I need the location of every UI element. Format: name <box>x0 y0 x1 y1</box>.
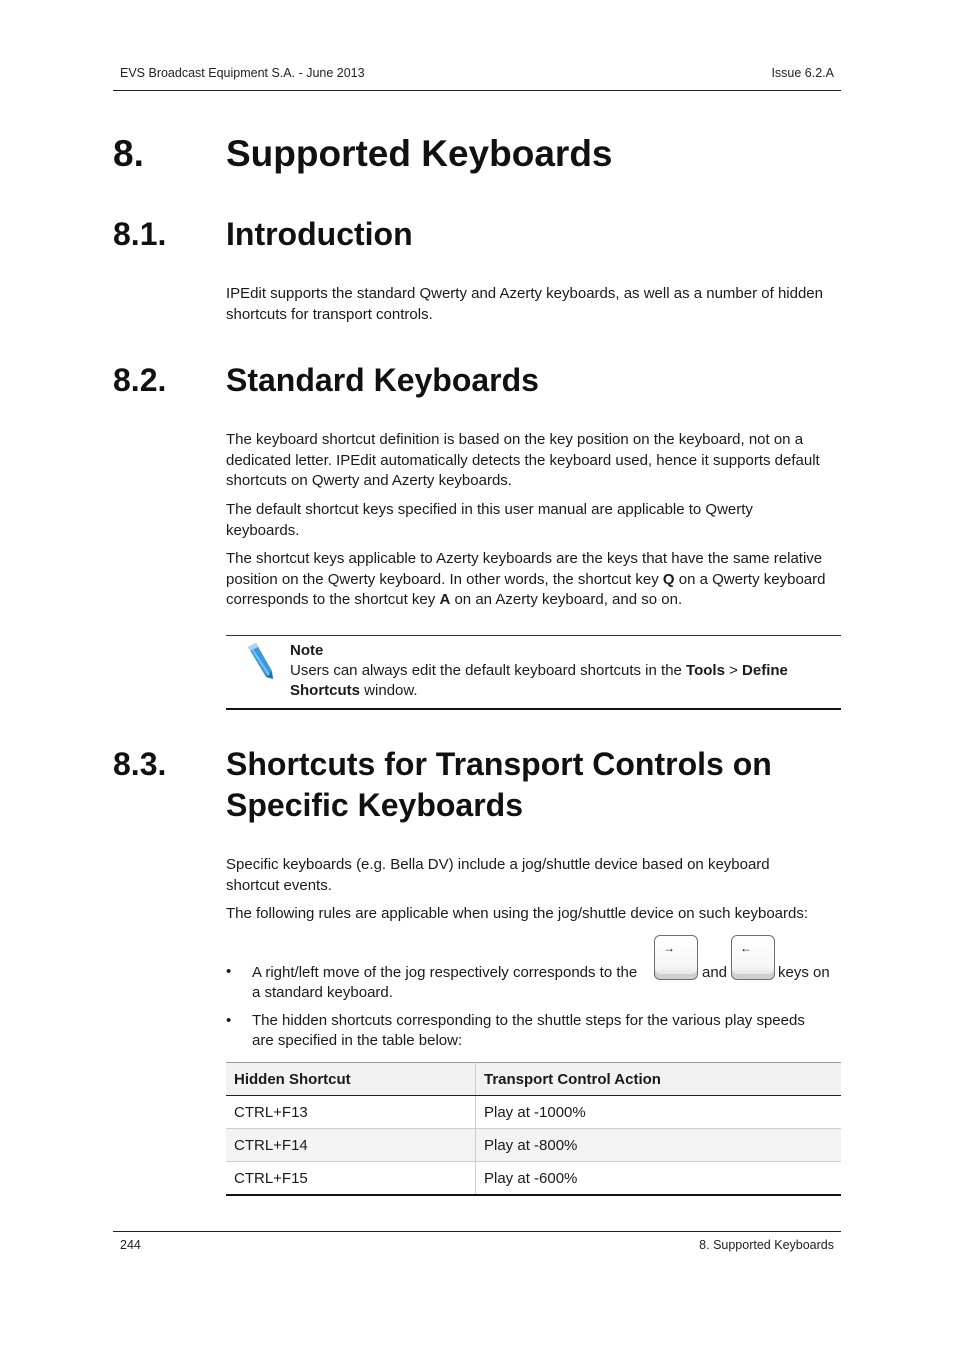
p3-text-a: The shortcut keys applicable to Azerty keyboards are the keys that have the same relative position on the Qwerty keyboard. In other words, the shortcut key <box>226 550 823 588</box>
section-title-standard-keyboards: Standard Keyboards <box>226 362 539 398</box>
shortcut-table <box>226 1062 841 1196</box>
section-title-line-2: Specific Keyboards <box>226 787 523 823</box>
section-number-8-3: 8.3. <box>113 746 167 782</box>
header-right: Issue 6.2.A <box>771 66 834 80</box>
section-number-8-1: 8.1. <box>113 216 167 252</box>
table-cell-shortcut: CTRL+F14 <box>226 1129 476 1162</box>
table-cell-shortcut: CTRL+F13 <box>226 1096 476 1129</box>
p3-text-b: on a Qwerty keyboard corresponds to the shortcut key <box>226 570 826 609</box>
footer-rule <box>113 1231 841 1232</box>
footer-chapter: 8. Supported Keyboards <box>699 1238 834 1252</box>
note-define: Define <box>742 662 788 679</box>
table-row <box>226 1096 841 1129</box>
section-title-introduction: Introduction <box>226 216 413 252</box>
p3-text-c: on an Azerty keyboard, and so on. <box>450 591 683 609</box>
chapter-number: 8. <box>113 133 144 174</box>
pencil-icon <box>242 641 276 681</box>
table-header-row <box>226 1063 841 1096</box>
section-number-8-2: 8.2. <box>113 362 167 398</box>
header-left: EVS Broadcast Equipment S.A. - June 2013 <box>120 66 365 80</box>
table-cell-action: Play at -600% <box>476 1162 842 1196</box>
note-text-a: Users can always edit the default keyboard shortcuts in the <box>290 662 687 679</box>
note-shortcuts: Shortcuts <box>290 682 361 699</box>
note-separator: > <box>724 662 743 679</box>
note-heading: Note <box>290 642 324 659</box>
intro-line-2: shortcuts for transport controls. <box>226 305 433 323</box>
bullet-1-line-2: a standard keyboard. <box>252 984 393 1001</box>
table-cell-action: Play at -1000% <box>476 1096 842 1129</box>
chapter-title: Supported Keyboards <box>226 133 613 174</box>
left-arrow-key-icon: ← <box>731 935 775 980</box>
note-body <box>290 661 840 701</box>
table-header-action: Transport Control Action <box>476 1063 842 1096</box>
header-rule <box>113 90 841 91</box>
note-tools-menu: Tools <box>686 662 725 679</box>
p3-key-q: Q <box>662 570 675 588</box>
footer-page-number: 244 <box>120 1238 141 1252</box>
p3-key-a: A <box>439 591 451 609</box>
note-text-b: window. <box>360 682 418 699</box>
standard-paragraph-1: The keyboard shortcut definition is based on the key position on the keyboard, not on a dedicated letter. IPEdit automatically detects the keyboard used, hence it supports default shortcuts on Qwerty and Azerty keyboards. <box>226 431 820 490</box>
section-title-line-1: Shortcuts for Transport Controls on <box>226 746 772 782</box>
bullet-1-and: and <box>702 964 728 981</box>
table-cell-shortcut: CTRL+F15 <box>226 1162 476 1196</box>
bullet-2-line-2: are specified in the table below: <box>252 1032 463 1049</box>
bullet-1-marker: • <box>226 963 232 980</box>
specific-paragraph-1: Specific keyboards (e.g. Bella DV) include a jog/shuttle device based on keyboard shortcut events. <box>226 856 770 894</box>
intro-paragraph <box>226 284 846 325</box>
table-row <box>226 1129 841 1162</box>
bullet-2-line-1: The hidden shortcuts corresponding to the shuttle steps for the various play speeds <box>252 1012 805 1029</box>
table-cell-action: Play at -800% <box>476 1129 842 1162</box>
bullet-1-text-a: A right/left move of the jog respectively corresponds to the <box>252 964 638 981</box>
bullet-1-text-b: keys on <box>778 964 830 981</box>
specific-paragraph-2: The following rules are applicable when using the jog/shuttle device on such keyboards: <box>226 905 809 922</box>
standard-paragraph-3 <box>226 549 836 611</box>
table-row <box>226 1162 841 1196</box>
intro-line-1: IPEdit supports the standard Qwerty and Azerty keyboards, as well as a number of hidden <box>226 285 823 302</box>
right-arrow-key-icon: → <box>654 935 698 980</box>
table-header-shortcut: Hidden Shortcut <box>226 1063 476 1096</box>
bullet-2-marker: • <box>226 1012 232 1029</box>
standard-paragraph-2: The default shortcut keys specified in this user manual are applicable to Qwerty keyboards. <box>226 501 753 539</box>
